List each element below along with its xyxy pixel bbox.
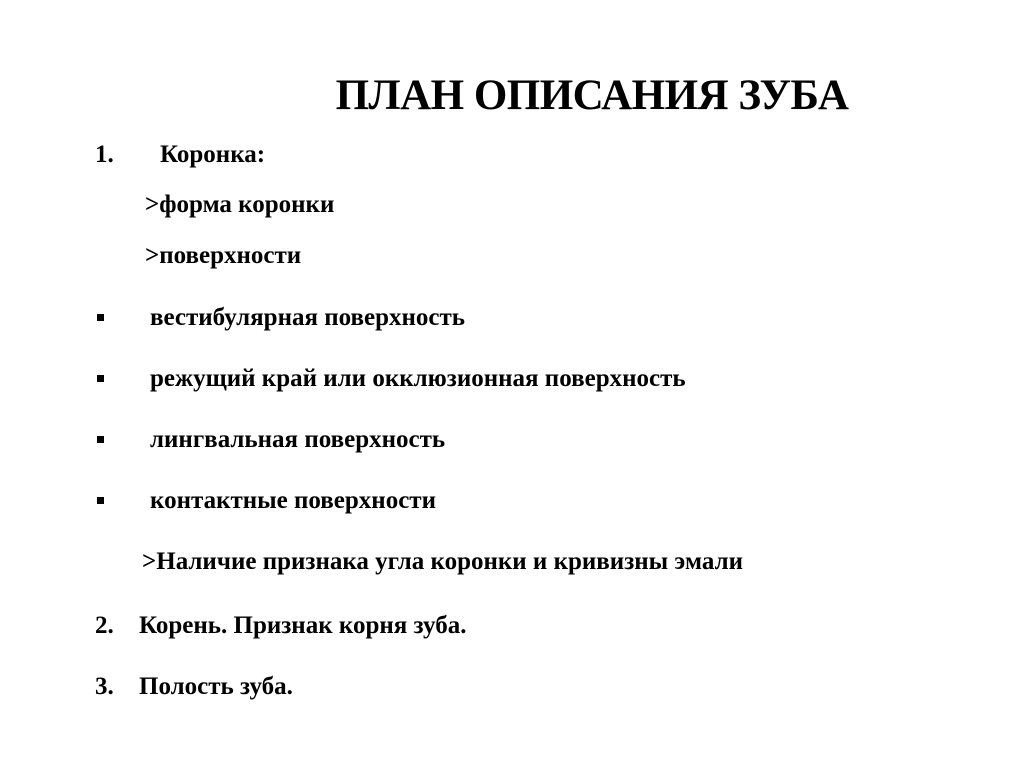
item-3-label: Полость зуба.	[139, 673, 293, 700]
item-3-number: 3.	[95, 673, 114, 700]
bullet-item-lingual: лингвальная поверхность	[150, 426, 446, 453]
bullet-item-vestibular: вестибулярная поверхность	[150, 304, 466, 331]
item-1-number: 1.	[95, 141, 114, 168]
bullet-icon	[97, 436, 104, 443]
slide-title: ПЛАН ОПИСАНИЯ ЗУБА	[335, 72, 849, 119]
bullet-icon	[97, 375, 104, 382]
bullet-item-contact: контактные поверхности	[150, 487, 436, 514]
item-2-number: 2.	[95, 612, 114, 639]
item-1-label: Коронка:	[160, 141, 266, 168]
bullet-icon	[97, 314, 104, 321]
bullet-item-cutting-edge: режущий край или окклюзионная поверхность	[150, 365, 686, 392]
item-1-sub-shape: >форма коронки	[145, 191, 335, 218]
item-2-label: Корень. Признак корня зуба.	[139, 612, 467, 639]
bullet-icon	[97, 497, 104, 504]
item-1-sub-surfaces: >поверхности	[145, 242, 302, 269]
item-1-sub-angle-sign: >Наличие признака угла коронки и кривизны эмали	[142, 548, 744, 575]
